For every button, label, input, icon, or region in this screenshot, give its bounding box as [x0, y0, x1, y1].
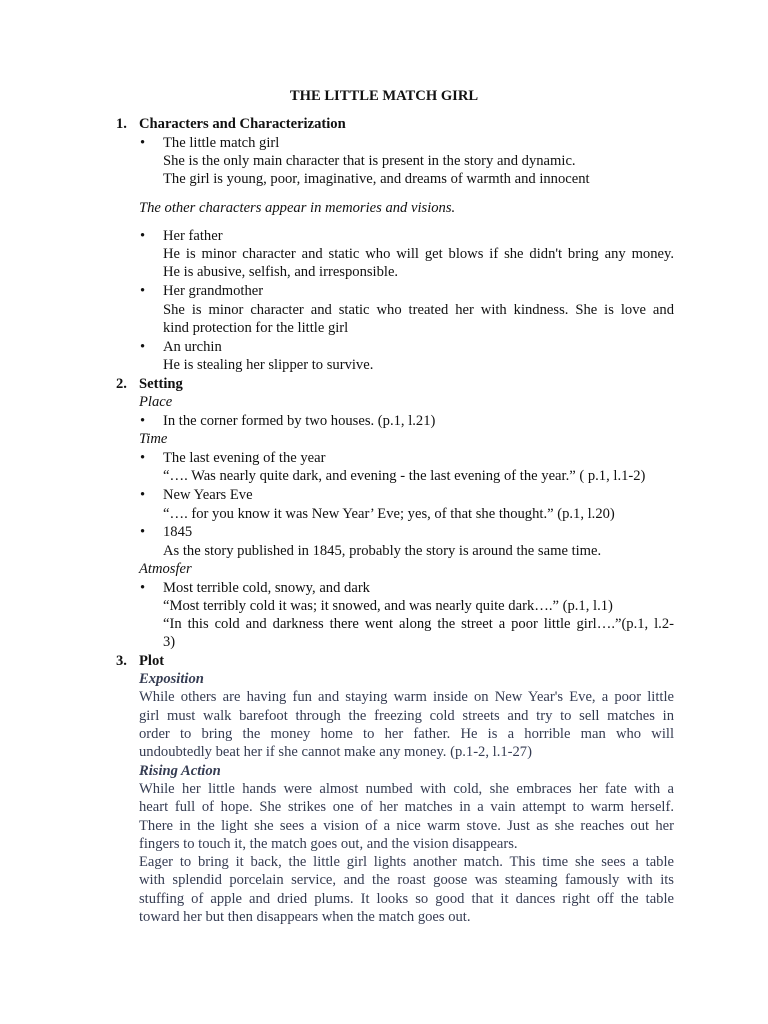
character-name: An urchin: [163, 339, 222, 355]
character-description: He is abusive, selfish, and irresponsible.: [163, 264, 399, 280]
plot-stage-label: Rising Action: [139, 763, 221, 779]
characters-note: The other characters appear in memories and visions.: [139, 200, 456, 216]
subsection-label: Time: [139, 431, 168, 447]
character-name: Her father: [163, 228, 223, 244]
section-heading: Setting: [139, 376, 183, 392]
setting-quote: “Most terribly cold it was; it snowed, and was nearly quite dark….” (p.1, l.1): [163, 598, 613, 614]
subsection-label: Place: [139, 394, 173, 410]
setting-item: In the corner formed by two houses. (p.1, l.21): [163, 413, 436, 429]
plot-text-line: While others are having fun and staying warm inside on New Year's Eve, a poor little: [139, 689, 674, 705]
setting-item: The last evening of the year: [163, 450, 326, 466]
bullet-icon: •: [140, 413, 146, 429]
bullet-icon: •: [140, 135, 146, 151]
character-name: Her grandmother: [163, 283, 264, 299]
plot-text-line: While her little hands were almost numbed with cold, she embraces her fate with a: [139, 781, 674, 797]
bullet-icon: •: [140, 283, 146, 299]
setting-quote: As the story published in 1845, probably the story is around the same time.: [163, 543, 602, 559]
plot-text-line: heart full of hope. She strikes one of her matches in a vain attempt to warm herself.: [139, 799, 674, 815]
setting-item: New Years Eve: [163, 487, 253, 503]
bullet-icon: •: [140, 524, 146, 540]
character-description: She is the only main character that is present in the story and dynamic.: [163, 153, 576, 169]
bullet-icon: •: [140, 339, 146, 355]
bullet-icon: •: [140, 228, 146, 244]
document-title: THE LITTLE MATCH GIRL: [289, 88, 479, 104]
character-description: The girl is young, poor, imaginative, and dreams of warmth and innocent: [163, 171, 590, 187]
character-description: He is stealing her slipper to survive.: [163, 357, 374, 373]
bullet-icon: •: [140, 580, 146, 596]
setting-quote: 3): [163, 634, 176, 650]
plot-stage-label: Exposition: [139, 671, 204, 687]
setting-quote: “In this cold and darkness there went along the street a poor little girl….”(p.1, l.2-: [163, 616, 674, 632]
section-heading: Plot: [139, 653, 165, 669]
plot-text-line: undoubtedly beat her if she cannot make any money. (p.1-2, l.1-27): [139, 744, 532, 760]
section-number: 3.: [116, 653, 127, 669]
section-number: 2.: [116, 376, 127, 392]
bullet-icon: •: [140, 450, 146, 466]
plot-text-line: girl must walk barefoot through the freezing cold streets and try to sell matches in: [139, 708, 674, 724]
section-heading: Characters and Characterization: [139, 116, 346, 132]
setting-item: Most terrible cold, snowy, and dark: [163, 580, 370, 596]
character-description: He is minor character and static who will get blows if she didn't bring any money.: [163, 246, 674, 262]
plot-text-line: Eager to bring it back, the little girl lights another match. This time she sees a table: [139, 854, 674, 870]
plot-text-line: order to bring the money home to her father. He is a horrible man who will: [139, 726, 674, 742]
section-number: 1.: [116, 116, 127, 132]
character-name: The little match girl: [163, 135, 280, 151]
setting-item: 1845: [163, 524, 193, 540]
plot-text-line: with splendid porcelain service, and the roast goose was steaming famously with its: [139, 872, 674, 888]
plot-text-line: stuffing of apple and dried plums. It looks so good that it dances right off the table: [139, 891, 674, 907]
subsection-label: Atmosfer: [139, 561, 192, 577]
bullet-icon: •: [140, 487, 146, 503]
plot-text-line: fingers to touch it, the match goes out, and the vision disappears.: [139, 836, 518, 852]
character-description: kind protection for the little girl: [163, 320, 349, 336]
setting-quote: “…. Was nearly quite dark, and evening - the last evening of the year.” ( p.1, l.1-2): [163, 468, 646, 484]
plot-text-line: There in the light she sees a vision of a nice warm stove. Just as she reaches out her: [139, 818, 674, 834]
plot-text-line: toward her but then disappears when the match goes out.: [139, 909, 471, 925]
character-description: She is minor character and static who treated her with kindness. She is love and: [163, 302, 674, 318]
setting-quote: “…. for you know it was New Year’ Eve; yes, of that she thought.” (p.1, l.20): [163, 506, 615, 522]
